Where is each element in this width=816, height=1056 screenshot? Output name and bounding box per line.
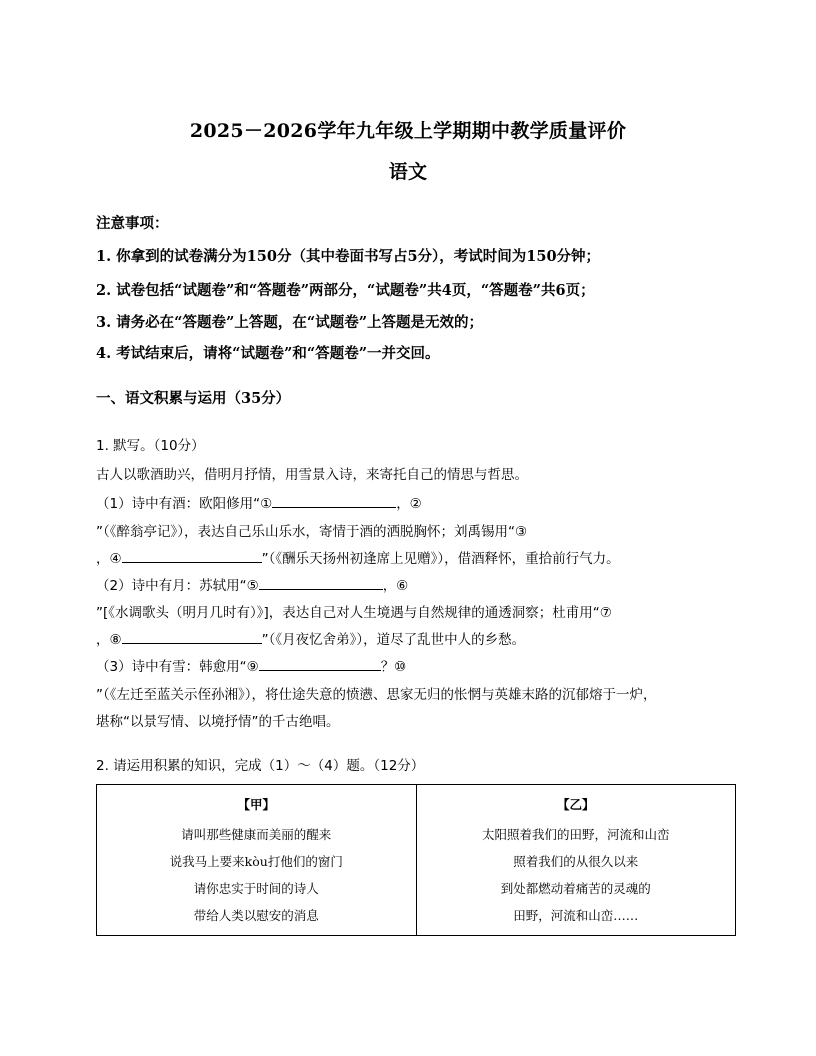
question-line bbox=[96, 683, 657, 703]
poem-table bbox=[96, 784, 736, 936]
answer-blank[interactable] bbox=[272, 493, 396, 508]
line-text: （3）诗中有雪：韩愈用“⑨ bbox=[96, 659, 259, 675]
question-line bbox=[96, 520, 527, 540]
question-line bbox=[96, 710, 340, 730]
notice-item: 2. 试卷包括“试题卷”和“答题卷”两部分，“试题卷”共4页，“答题卷”共6页； bbox=[96, 282, 595, 299]
question-line bbox=[96, 492, 422, 512]
line-text: 堪称“以景写情、以境抒情”的千古绝唱。 bbox=[96, 714, 340, 730]
question-line bbox=[96, 547, 620, 567]
poem-heading: 【乙】 bbox=[556, 797, 595, 812]
answer-blank[interactable] bbox=[259, 656, 381, 671]
exam-title: 2025－2026学年九年级上学期期中教学质量评价 bbox=[189, 120, 627, 142]
line-text: ”（《酬乐天扬州初逢席上见赠》），借酒释怀，重拾前行气力。 bbox=[261, 551, 620, 567]
line-text: ”[《水调歌头（明月几时有）》]，表达自己对人生境遇与自然规律的通透洞察；杜甫用“⑦ bbox=[96, 605, 612, 621]
poem-line: 说我马上要来kòu打他们的窗门 bbox=[169, 854, 343, 869]
notice-heading: 注意事项： bbox=[96, 215, 169, 232]
question-intro: 古人以歌酒助兴，借明月抒情，用雪景入诗，来寄托自己的情思与哲思。 bbox=[96, 467, 528, 483]
line-text: ”（《左迁至蓝关示侄孙湘》），将仕途失意的愤懑、思家无归的怅惘与英雄末路的沉郁熔于一炉， bbox=[96, 687, 657, 703]
notice-item: 4. 考试结束后，请将“试题卷”和“答题卷”一并交回。 bbox=[96, 345, 440, 362]
line-text: ，④ bbox=[96, 551, 122, 567]
question-title: 2. 请运用积累的知识，完成（1）～（4）题。（12分） bbox=[96, 758, 425, 774]
notice-item: 3. 请务必在“答题卷”上答题，在“试题卷”上答题是无效的； bbox=[96, 314, 484, 331]
subject-title: 语文 bbox=[388, 161, 428, 183]
poem-yi bbox=[417, 785, 736, 935]
question-line bbox=[96, 574, 408, 594]
poem-jia bbox=[97, 785, 417, 935]
answer-blank[interactable] bbox=[259, 575, 383, 590]
question-line bbox=[96, 628, 525, 648]
question-title: 1. 默写。（10分） bbox=[96, 438, 205, 454]
poem-line: 田野，河流和山峦…… bbox=[513, 908, 639, 923]
poem-heading: 【甲】 bbox=[237, 797, 275, 812]
poem-line: 请叫那些健康而美丽的醒来 bbox=[181, 827, 332, 842]
answer-blank[interactable] bbox=[122, 548, 262, 563]
section-title: 一、语文积累与运用（35分） bbox=[96, 390, 291, 407]
poem-line: 请你忠实于时间的诗人 bbox=[193, 881, 319, 896]
poem-line: 带给人类以慰安的消息 bbox=[193, 908, 319, 923]
line-text: ，⑧ bbox=[96, 632, 122, 648]
question-line bbox=[96, 601, 612, 621]
answer-blank[interactable] bbox=[122, 629, 262, 644]
poem-line: 太阳照着我们的田野，河流和山峦 bbox=[481, 827, 670, 842]
poem-line: 照着我们的从很久以来 bbox=[513, 854, 639, 869]
line-text: ”（《醉翁亭记》），表达自己乐山乐水，寄情于酒的洒脱胸怀；刘禹锡用“③ bbox=[96, 524, 528, 540]
notice-item: 1. 你拿到的试卷满分为150分（其中卷面书写占5分），考试时间为150分钟； bbox=[96, 248, 601, 265]
line-text: ，② bbox=[396, 496, 422, 512]
question-line bbox=[96, 655, 406, 675]
line-text: ，⑥ bbox=[382, 578, 409, 594]
line-text: （2）诗中有月：苏轼用“⑤ bbox=[96, 578, 259, 594]
line-text: （1）诗中有酒：欧阳修用“① bbox=[96, 496, 273, 512]
poem-line: 到处都燃动着痛苦的灵魂的 bbox=[500, 881, 651, 896]
line-text: ”（《月夜忆舍弟》），道尽了乱世中人的乡愁。 bbox=[261, 632, 526, 648]
line-text: ？⑩ bbox=[380, 659, 407, 675]
